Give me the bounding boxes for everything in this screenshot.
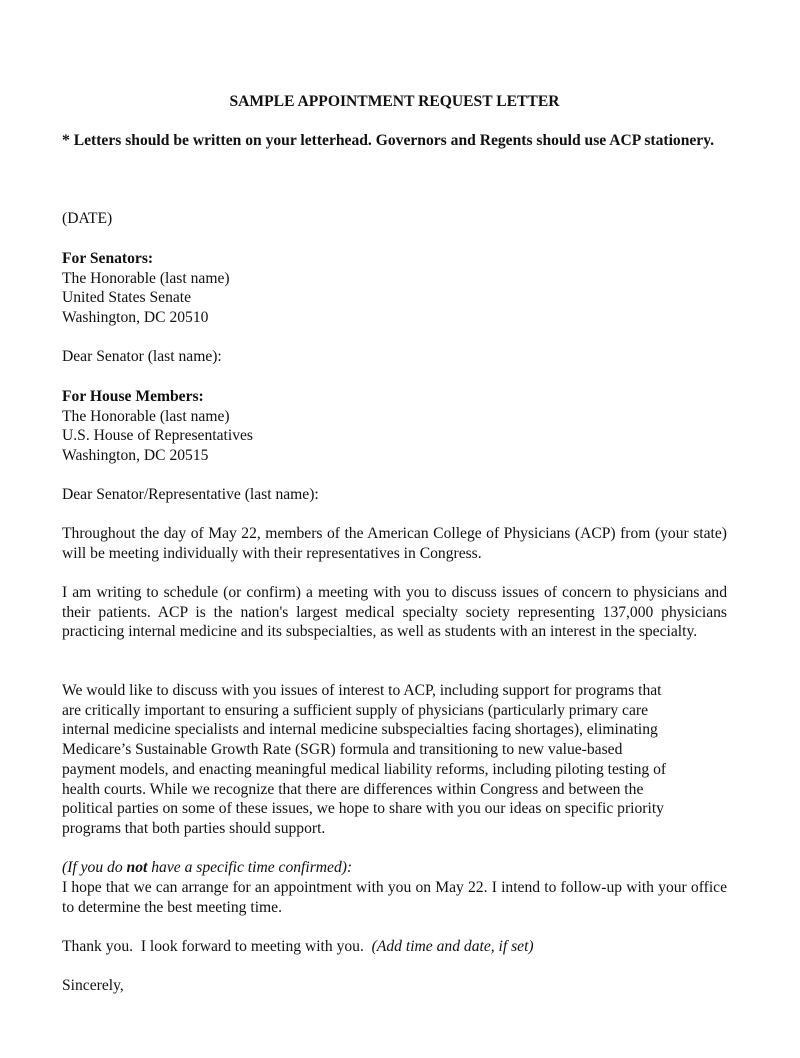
- letterhead-note: * Letters should be written on your letterhead. Governors and Regents should use ACP stationery.: [62, 132, 715, 149]
- page-title: SAMPLE APPOINTMENT REQUEST LETTER: [229, 93, 560, 110]
- paragraph-issues-line: payment models, and enacting meaningful medical liability reforms, including piloting testing of: [62, 760, 667, 778]
- paragraph-issues-line: internal medicine specialists and internal medicine subspecialties facing shortages), eliminating: [62, 721, 658, 739]
- senators-address-line: The Honorable (last name): [62, 269, 230, 287]
- senators-address-block: [62, 249, 727, 328]
- house-address-line: Washington, DC 20515: [62, 447, 209, 465]
- paragraph-issues-line: programs that both parties should support.: [62, 819, 326, 837]
- closing: Sincerely,: [62, 977, 124, 994]
- thanks-text: Thank you. I look forward to meeting with you.: [62, 938, 372, 955]
- senators-heading: For Senators:: [62, 250, 154, 267]
- conditional-emphasis: not: [126, 859, 148, 876]
- paragraph-issues-line: health courts. While we recognize that there are differences within Congress and between the: [62, 780, 644, 798]
- paragraph-issues-line: Medicare’s Sustainable Growth Rate (SGR) formula and transitioning to new value-based: [62, 741, 623, 759]
- house-address-line: U.S. House of Representatives: [62, 427, 253, 445]
- paragraph-follow-up: I hope that we can arrange for an appointment with you on May 22. I intend to follow-up with your office to determine the best meeting time.: [62, 879, 727, 916]
- paragraph-issues-line: are critically important to ensuring a sufficient supply of physicians (particularly primary care: [62, 701, 649, 719]
- paragraph-issues-line: We would like to discuss with you issues of interest to ACP, including support for programs that: [62, 682, 662, 699]
- thanks-line: [62, 937, 727, 957]
- senators-address-line: Washington, DC 20510: [62, 309, 209, 327]
- paragraph-issues-line: political parties on some of these issues, we hope to share with you our ideas on specific priority: [62, 800, 664, 818]
- thanks-note: (Add time and date, if set): [371, 938, 534, 955]
- conditional-instruction: [62, 858, 727, 878]
- paragraph-issues: [62, 681, 727, 839]
- conditional-prefix: (If you do: [62, 859, 127, 876]
- house-heading: For House Members:: [62, 388, 204, 405]
- house-address-line: The Honorable (last name): [62, 407, 230, 425]
- paragraph-schedule-request: I am writing to schedule (or confirm) a meeting with you to discuss issues of concern to physicians and their patients. ACP is the nation's largest medical specialty society representing 137,000 physicians practicing internal medicine and its subspecialties, as well as students with an interest in the specialty.: [62, 584, 727, 641]
- senators-salutation: Dear Senator (last name):: [62, 348, 222, 365]
- date-placeholder: (DATE): [62, 210, 113, 227]
- house-address-block: [62, 387, 727, 466]
- paragraph-meeting-day: Throughout the day of May 22, members of the American College of Physicians (ACP) from (your state) will be meeting individually with their representatives in Congress.: [62, 525, 727, 562]
- conditional-suffix: have a specific time confirmed):: [147, 859, 353, 876]
- senators-address-line: United States Senate: [62, 289, 192, 307]
- house-salutation: Dear Senator/Representative (last name):: [62, 486, 319, 503]
